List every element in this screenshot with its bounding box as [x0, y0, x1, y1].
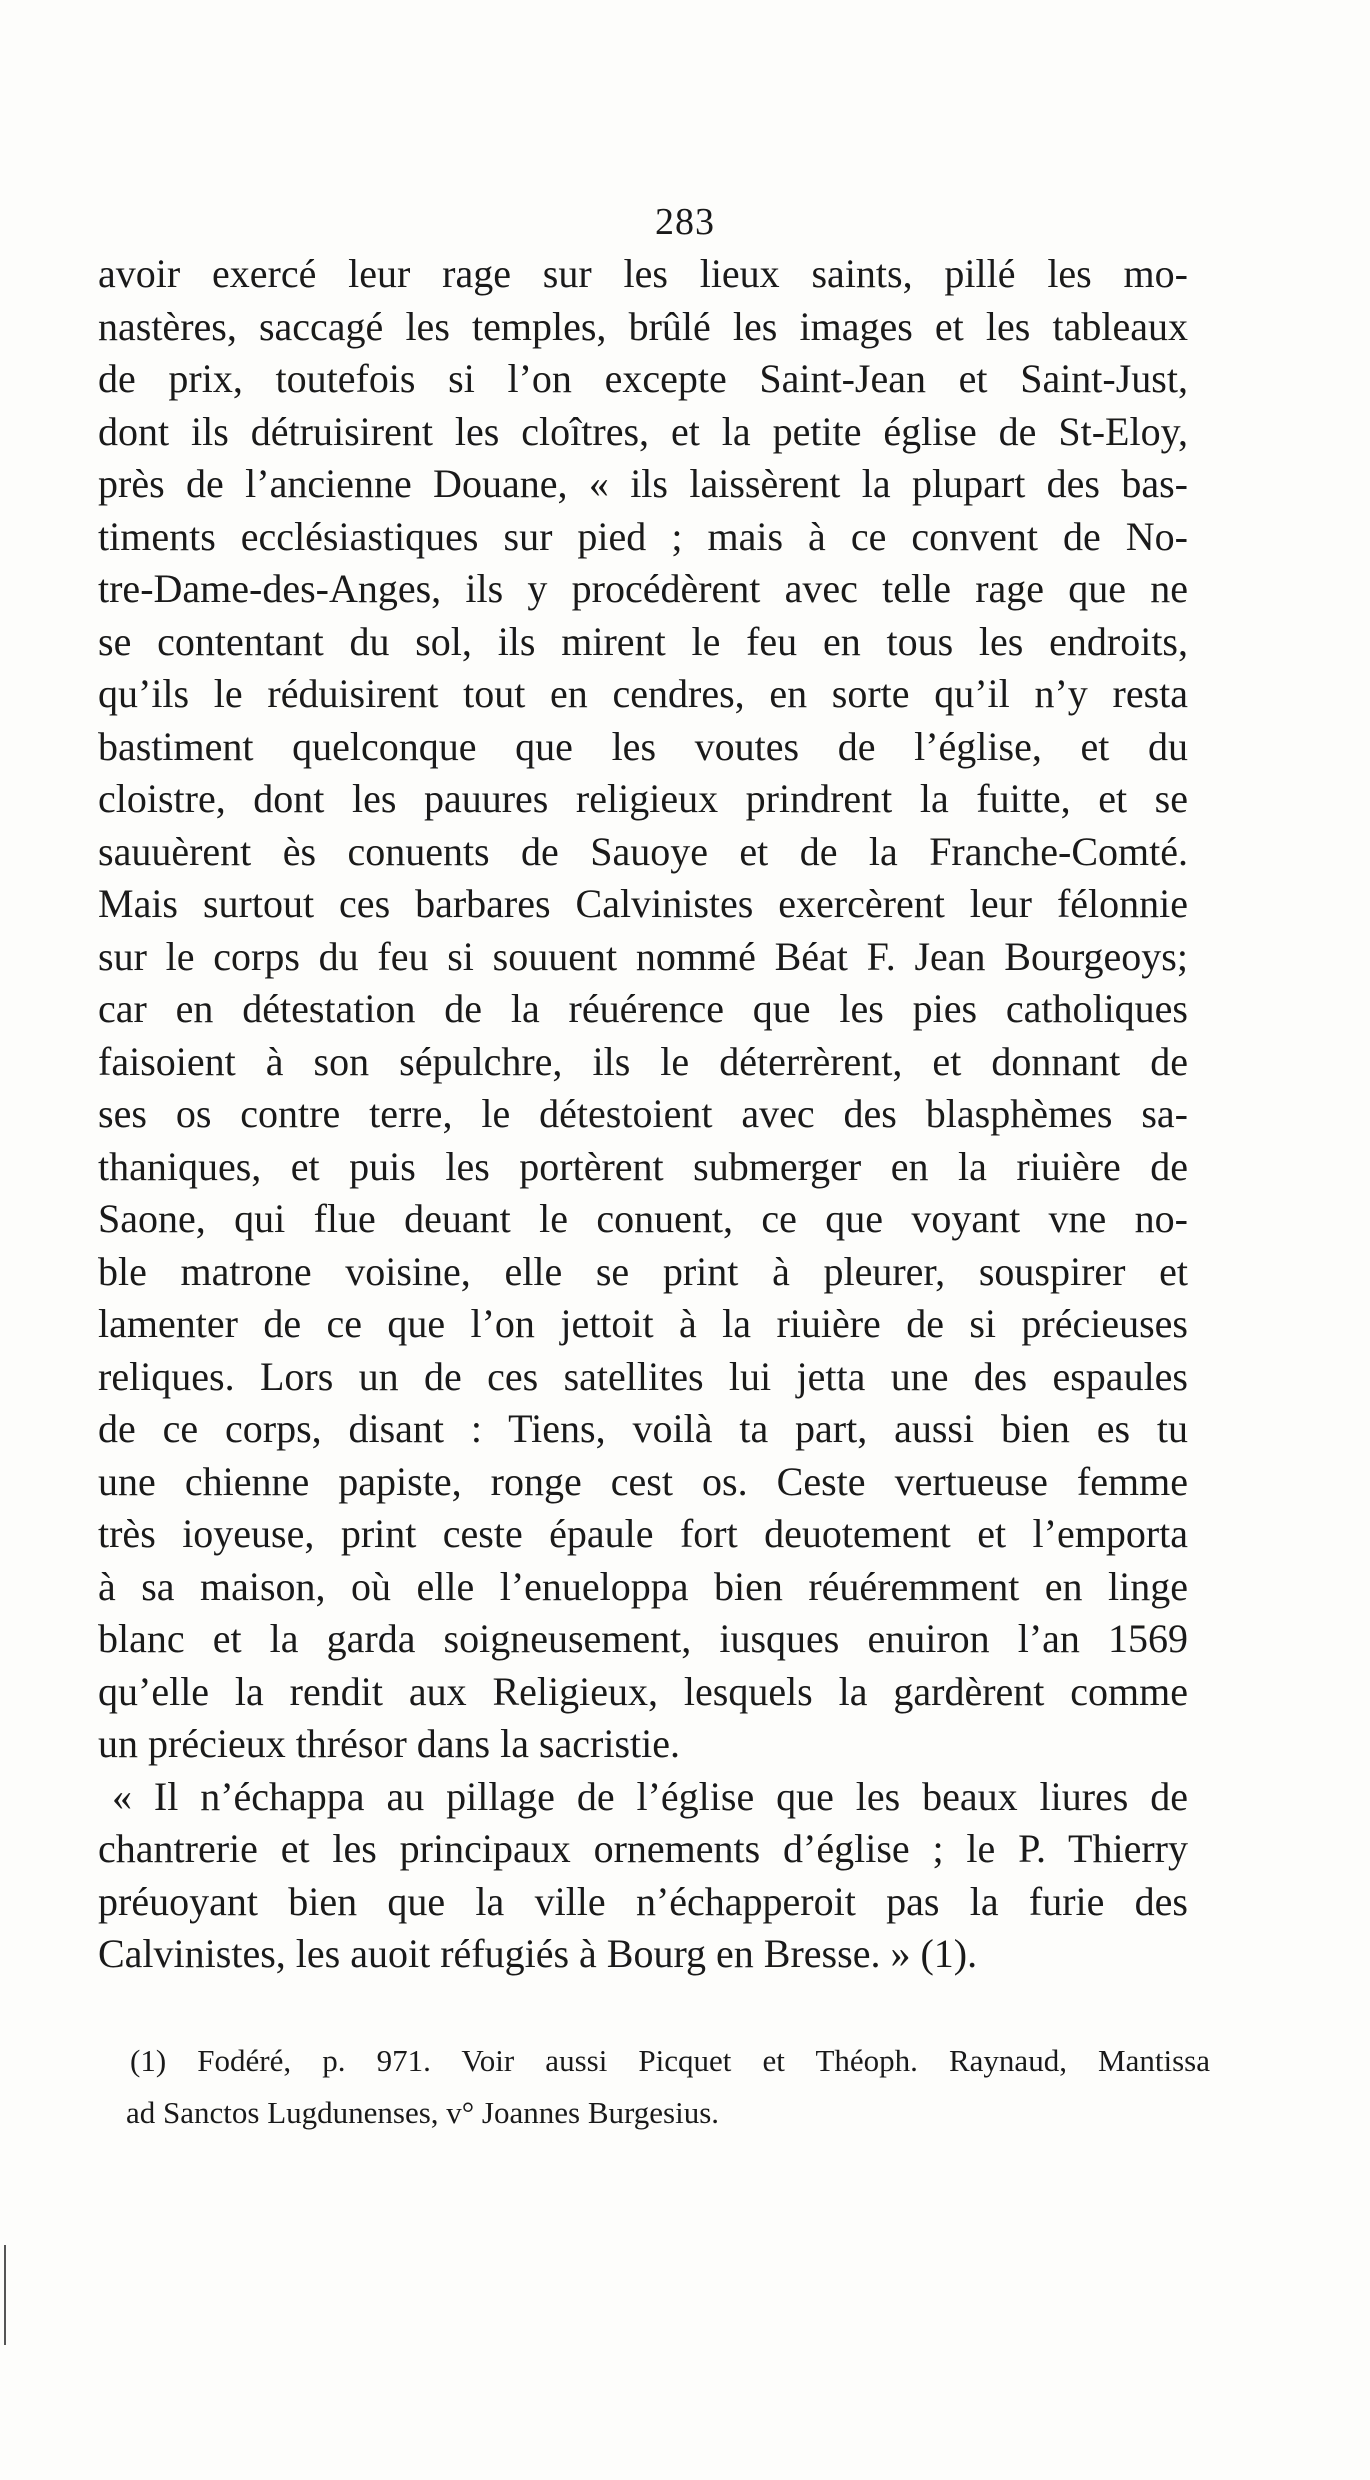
margin-rule: [4, 2245, 6, 2345]
page-number: 283: [655, 201, 715, 243]
text-line: lamenter de ce que l’on jettoit à la riuière de si précieuses: [98, 1301, 1188, 1346]
text-line: de prix, toutefois si l’on excepte Saint-Jean et Saint-Just,: [98, 356, 1188, 401]
text-line: près de l’ancienne Douane, « ils laissèrent la plupart des bas-: [98, 461, 1188, 506]
text-line: Mais surtout ces barbares Calvinistes exercèrent leur félonnie: [98, 881, 1188, 926]
text-line: sauuèrent ès conuents de Sauoye et de la Franche-Comté.: [98, 828, 1188, 874]
main-text: [98, 248, 1188, 1981]
text-line: Saone, qui flue deuant le conuent, ce que voyant vne no-: [98, 1196, 1188, 1241]
text-line: reliques. Lors un de ces satellites lui jetta une des espaules: [98, 1353, 1188, 1399]
text-line: thaniques, et puis les portèrent submerger en la riuière de: [98, 1143, 1188, 1189]
text-line: nastères, saccagé les temples, brûlé les images et les tableaux: [98, 303, 1188, 349]
text-line: préuoyant bien que la ville n’échapperoit pas la furie des: [98, 1878, 1188, 1924]
text-line: chantrerie et les principaux ornements d’église ; le P. Thierry: [98, 1826, 1188, 1871]
text-line: cloistre, dont les pauures religieux prindrent la fuitte, et se: [98, 776, 1188, 821]
text-line: sur le corps du feu si souuent nommé Béat F. Jean Bourgeoys;: [98, 933, 1188, 979]
text-line: Calvinistes, les auoit réfugiés à Bourg en Bresse. » (1).: [98, 1931, 978, 1976]
text-line: ses os contre terre, le détestoient avec des blasphèmes sa-: [98, 1091, 1188, 1136]
text-line: qu’elle la rendit aux Religieux, lesquels la gardèrent comme: [98, 1668, 1188, 1714]
text-line: ble matrone voisine, elle se print à pleurer, souspirer et: [98, 1248, 1188, 1294]
text-line: bastiment quelconque que les voutes de l’église, et du: [98, 723, 1188, 769]
text-line: tre-Dame-des-Anges, ils y procédèrent avec telle rage que ne: [98, 566, 1188, 611]
text-line: car en détestation de la réuérence que les pies catholiques: [98, 986, 1188, 1031]
text-line: avoir exercé leur rage sur les lieux saints, pillé les mo-: [98, 251, 1188, 296]
footnote-line: (1) Fodéré, p. 971. Voir aussi Picquet et Théoph. Raynaud, Mantissa: [130, 2043, 1210, 2078]
text-line: timents ecclésiastiques sur pied ; mais à ce convent de No-: [98, 513, 1188, 559]
footnote: [126, 2035, 1210, 2139]
text-line: dont ils détruisirent les cloîtres, et la petite église de St-Eloy,: [98, 408, 1188, 454]
text-line: qu’ils le réduisirent tout en cendres, en sorte qu’il n’y resta: [98, 671, 1188, 716]
text-line: faisoient à son sépulchre, ils le déterrèrent, et donnant de: [98, 1038, 1188, 1084]
text-line: à sa maison, où elle l’enueloppa bien réuéremment en linge: [98, 1563, 1188, 1609]
text-line: de ce corps, disant : Tiens, voilà ta part, aussi bien es tu: [98, 1406, 1188, 1451]
text-line: très ioyeuse, print ceste épaule fort deuotement et l’emporta: [98, 1511, 1188, 1556]
footnote-line: ad Sanctos Lugdunenses, v° Joannes Burgesius.: [126, 2095, 720, 2130]
text-line: blanc et la garda soigneusement, iusques enuiron l’an 1569: [98, 1616, 1188, 1661]
text-line: une chienne papiste, ronge cest os. Ceste vertueuse femme: [98, 1458, 1188, 1504]
text-line: se contentant du sol, ils mirent le feu en tous les endroits,: [98, 618, 1188, 664]
text-line: « Il n’échappa au pillage de l’église que les beaux liures de: [112, 1773, 1188, 1819]
text-line: un précieux thrésor dans la sacristie.: [98, 1721, 681, 1766]
